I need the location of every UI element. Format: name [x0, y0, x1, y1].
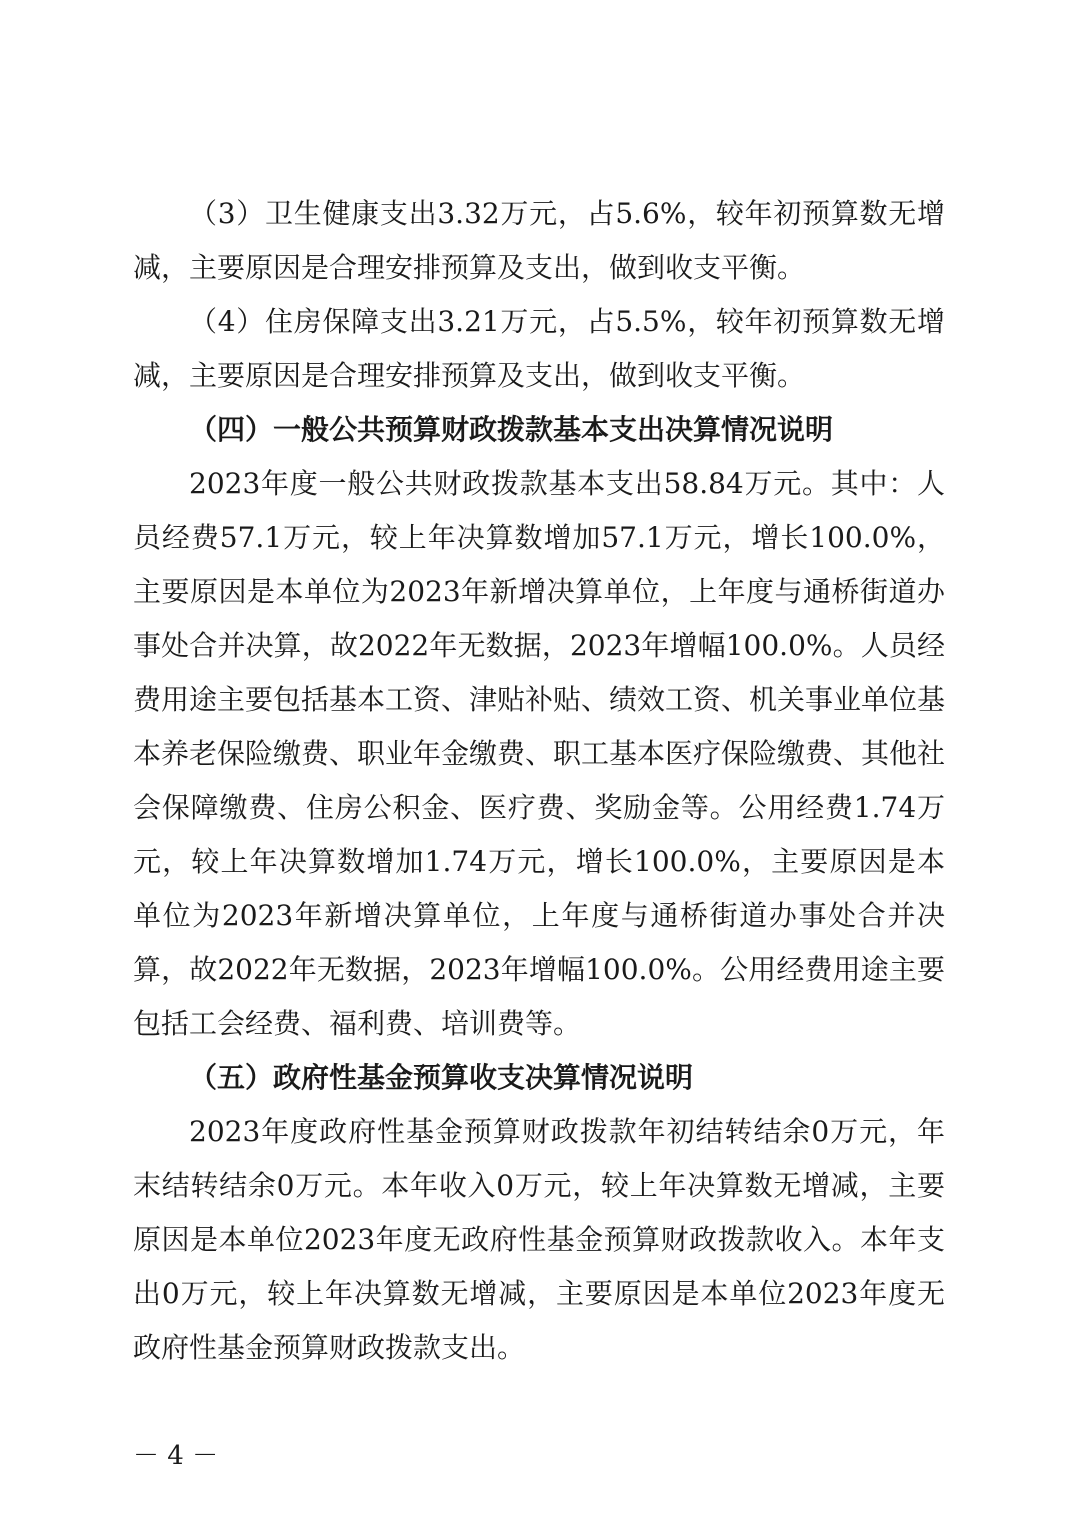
paragraph-housing-expenditure: （4）住房保障支出3.21万元，占5.5%，较年初预算数无增减，主要原因是合理安排预算及支出，做到收支平衡。: [133, 305, 945, 392]
section-heading-government-fund: （五）政府性基金预算收支决算情况说明: [189, 1061, 694, 1094]
paragraph-government-fund: 2023年度政府性基金预算财政拨款年初结转结余0万元，年末结转结余0万元。本年收入0万元，较上年决算数无增减，主要原因是本单位2023年度无政府性基金预算财政拨款收入。本年支出0万元，较上年决算数无增减，主要原因是本单位2023年度无政府性基金预算财政拨款支出。: [133, 1115, 945, 1364]
paragraph-health-expenditure: （3）卫生健康支出3.32万元，占5.6%，较年初预算数无增减，主要原因是合理安排预算及支出，做到收支平衡。: [133, 197, 945, 284]
page-number: － 4 －: [133, 1441, 219, 1471]
section-heading-basic-expenditure: （四）一般公共预算财政拨款基本支出决算情况说明: [189, 413, 834, 446]
document-body: [133, 187, 945, 1375]
paragraph-basic-expenditure: 2023年度一般公共财政拨款基本支出58.84万元。其中：人员经费57.1万元，较上年决算数增加57.1万元，增长100.0%，主要原因是本单位为2023年新增决算单位，上年度与通桥街道办事处合并决算，故2022年无数据，2023年增幅100.0%。人员经费用途主要包括基本工资、津贴补贴、绩效工资、机关事业单位基本养老保险缴费、职业年金缴费、职工基本医疗保险缴费、其他社会保障缴费、住房公积金、医疗费、奖励金等。公用经费1.74万元，较上年决算数增加1.74万元，增长100.0%，主要原因是本单位为2023年新增决算单位，上年度与通桥街道办事处合并决算，故2022年无数据，2023年增幅100.0%。公用经费用途主要包括工会经费、福利费、培训费等。: [133, 467, 946, 1040]
